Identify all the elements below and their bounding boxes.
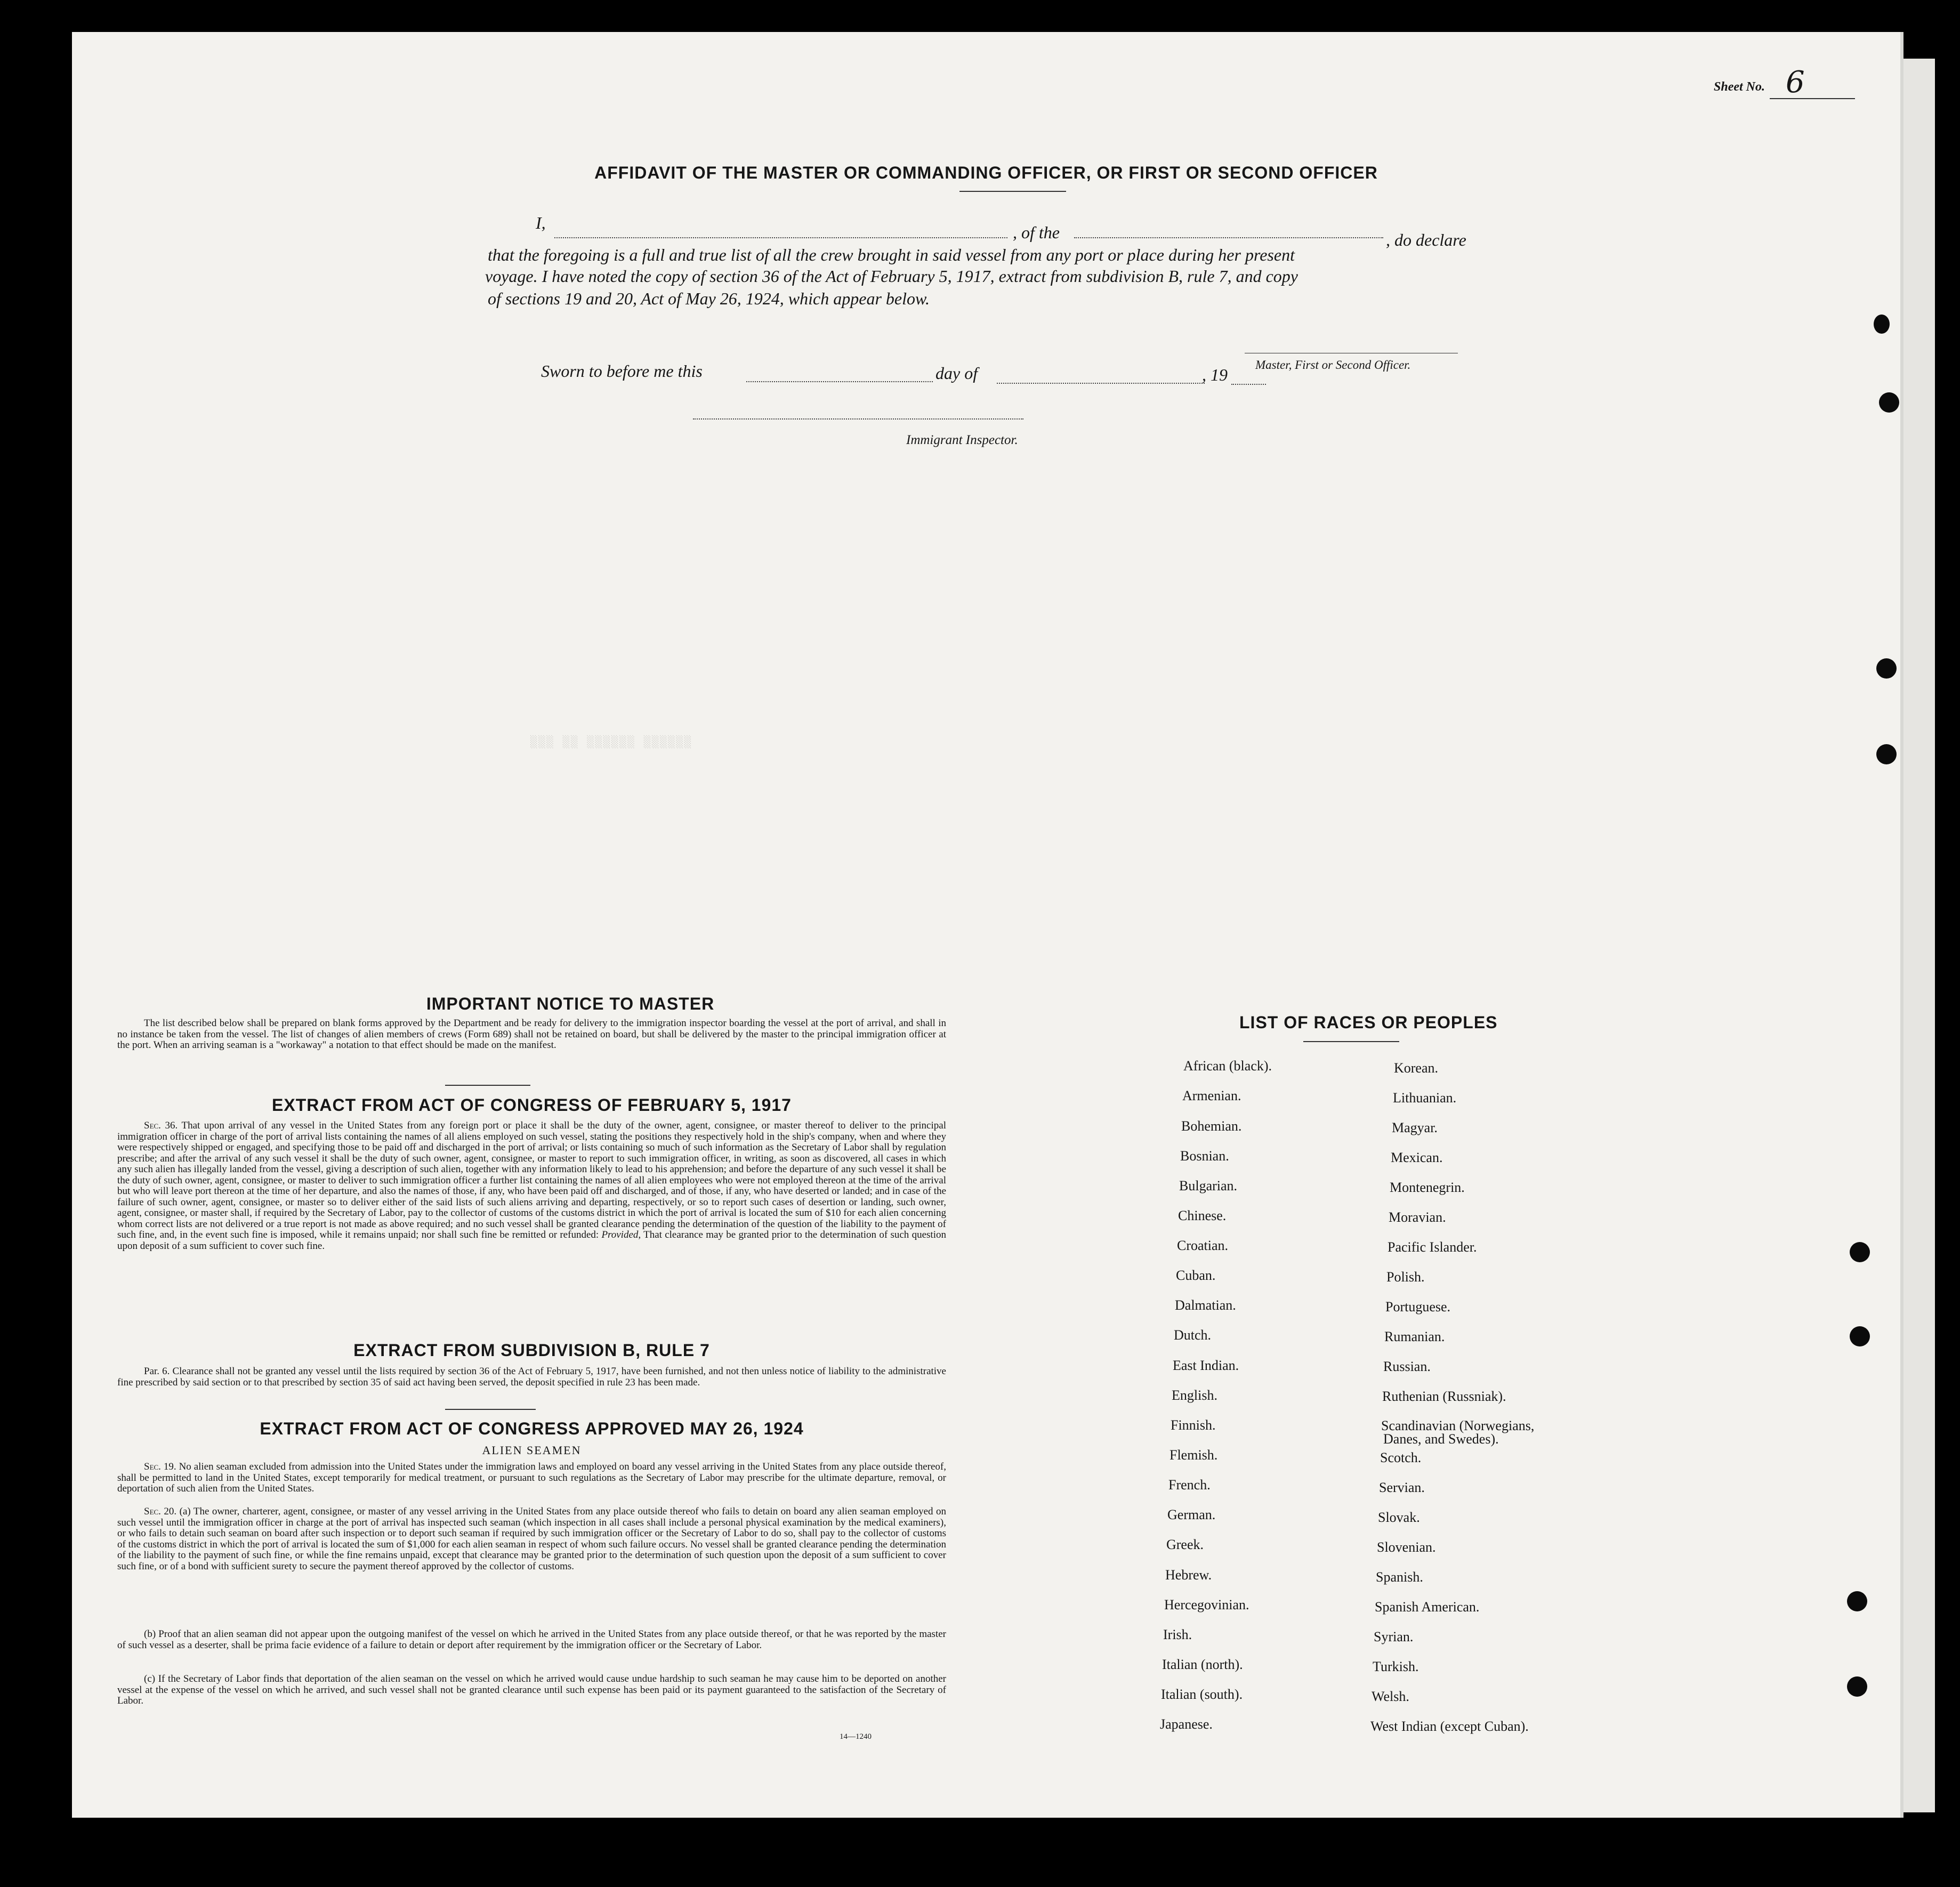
form-number: 14—1240 — [840, 1732, 872, 1741]
bleed-through-text: ░░░ ░░ ░░░░░░ ░░░░░░ — [530, 736, 693, 749]
binder-hole — [1879, 392, 1899, 413]
race-item: Italian (north). — [1162, 1657, 1243, 1672]
race-item: Polish. — [1386, 1269, 1425, 1285]
vessel-blank — [1074, 237, 1383, 238]
race-item: Bulgarian. — [1179, 1178, 1238, 1194]
race-item: Scotch. — [1380, 1450, 1422, 1465]
races-rule — [1303, 1041, 1399, 1042]
sheet-no-label: Sheet No. — [1714, 80, 1765, 94]
race-item: Magyar. — [1392, 1120, 1438, 1135]
sworn-day-blank — [746, 381, 933, 382]
race-item: Pacific Islander. — [1388, 1239, 1477, 1255]
name-blank — [554, 237, 1007, 238]
notice-text: The list described below shall be prepared on blank forms approved by the Department and be ready for delivery to the immigration inspector boarding the vessel at the port of arrival, and shall in no instance be taken from the vessel. The list of changes of alien members of crews (Form 689) shall not be retained on board, but shall be delivered by the master to the principal immigration officer at the port. When an arriving seaman is a "workaway" a notation to that effect should be made on the manifest. — [117, 1018, 946, 1051]
rule7-text: Par. 6. Clearance shall not be granted any vessel until the lists required by section 36 of the Act of February 5, 1917, have been furnished, and not then unless notice of liability to the administrative fine prescribed by said section or to that prescribed by section 35 of said act having been served, the deposit specified in rule 23 has been made. — [117, 1366, 946, 1388]
affidavit-i: I, — [536, 213, 546, 232]
binder-hole — [1876, 744, 1897, 764]
binder-hole — [1847, 1676, 1867, 1697]
affidavit-line4: of sections 19 and 20, Act of May 26, 1924, which appear below. — [488, 289, 930, 308]
notice-title: IMPORTANT NOTICE TO MASTER — [426, 994, 715, 1013]
race-item: Finnish. — [1171, 1417, 1216, 1433]
section-20-label: Sec. 20. — [144, 1506, 177, 1517]
document-page — [72, 32, 1900, 1818]
inspector-signature-line — [693, 418, 1023, 420]
sheet-no-value: 6 — [1786, 65, 1805, 100]
year-label: , 19 — [1202, 365, 1228, 384]
affidavit-line2: that the foregoing is a full and true list of all the crew brought in said vessel from any port or place during her present — [488, 245, 1295, 264]
race-item: Turkish. — [1373, 1659, 1419, 1674]
affidavit-declare: , do declare — [1386, 230, 1466, 249]
race-item: Spanish. — [1376, 1569, 1423, 1585]
race-item: Hebrew. — [1165, 1567, 1212, 1583]
inspector-signature-label: Immigrant Inspector. — [906, 433, 1018, 447]
race-item: Flemish. — [1169, 1447, 1218, 1463]
race-item: Bosnian. — [1180, 1148, 1229, 1164]
section-36-tail: That clearance may be granted prior to the determination of such question upon deposit of a sum sufficient to cover such fine. — [117, 1229, 946, 1252]
race-item: Montenegrin. — [1390, 1180, 1465, 1195]
race-item: Cuban. — [1176, 1268, 1216, 1283]
section-19-label: Sec. 19. — [144, 1461, 176, 1472]
title-rule — [959, 191, 1066, 192]
notice-rule — [445, 1085, 530, 1086]
year-blank — [1231, 384, 1266, 385]
race-item: Lithuanian. — [1393, 1090, 1457, 1106]
race-item: Moravian. — [1389, 1209, 1446, 1225]
race-item: Welsh. — [1372, 1689, 1409, 1704]
section-20c: (c) If the Secretary of Labor finds that deportation of the alien seaman on the vessel on which he arrived would cause undue hardship to such seaman he may cause him to be deported on another vessel at the expense of the vessel on which he arrived, and such vessel shall not be granted clearance until such expense has been paid or its payment guaranteed to the satisfaction of the Secretary of Labor. — [117, 1673, 946, 1706]
section-36-label: Sec. 36. — [144, 1120, 178, 1131]
race-item: Ruthenian (Russniak). — [1382, 1389, 1506, 1404]
race-item: Korean. — [1394, 1060, 1439, 1076]
race-item: Chinese. — [1178, 1208, 1227, 1223]
race-item: Hercegovinian. — [1164, 1597, 1249, 1612]
master-signature-label: Master, First or Second Officer. — [1255, 358, 1411, 372]
extract-1924-title: EXTRACT FROM ACT OF CONGRESS APPROVED MAY 26, 1924 — [260, 1419, 804, 1438]
section-19 — [117, 1462, 946, 1495]
race-item: Rumanian. — [1384, 1329, 1445, 1344]
race-item: Croatian. — [1177, 1238, 1229, 1253]
day-of-label: day of — [935, 364, 978, 383]
rule7-title: EXTRACT FROM SUBDIVISION B, RULE 7 — [353, 1341, 710, 1360]
race-item: Portuguese. — [1385, 1299, 1451, 1315]
race-item: Slovenian. — [1377, 1539, 1436, 1555]
sworn-label: Sworn to before me this — [541, 361, 703, 381]
section-20a-body: (a) The owner, charterer, agent, consignee, or master of any vessel arriving in the United States from any place outside thereof who fails to detain on board any alien seaman employed on such vessel until the immigration officer in charge at the port of arrival has inspected such seaman (which inspection in all cases shall include a personal physical examination by the medical examiners), or who fails to detain such seaman on board after such inspection or to deport such seaman if required by such immigration officer or the Secretary of Labor to do so, shall pay to the collector of customs of the customs district in which the port of arrival is located the sum of $1,000 for each alien seaman in respect of whom such failure occurs. No vessel shall be granted clearance pending the determination of the liability to the payment of such fine, or while the fine remains unpaid, except that clearance may be granted prior to the determination of such question upon the deposit of a sum sufficient to cover such fine, or of a bond with sufficient surety to secure the payment thereof approved by the collector of customs. — [117, 1506, 947, 1572]
race-item: Scandinavian (Norwegians, — [1381, 1418, 1535, 1433]
binder-hole — [1850, 1326, 1870, 1346]
race-item: Dutch. — [1174, 1327, 1212, 1343]
affidavit-of-the: , of the — [1013, 223, 1060, 242]
affidavit-title: AFFIDAVIT OF THE MASTER OR COMMANDING OFFICER, OR FIRST OR SECOND OFFICER — [594, 163, 1378, 182]
race-item: Dalmatian. — [1175, 1297, 1236, 1313]
alien-seamen-subtitle: ALIEN SEAMEN — [482, 1444, 582, 1457]
races-title: LIST OF RACES OR PEOPLES — [1239, 1013, 1498, 1032]
binder-hole — [1850, 1242, 1870, 1262]
month-blank — [997, 383, 1205, 384]
binder-hole — [1874, 314, 1890, 334]
race-item: Russian. — [1383, 1359, 1431, 1374]
section-36-body: That upon arrival of any vessel in the United States from any foreign port or place it shall be the duty of the owner, agent, consignee, or master thereof to deliver to the principal immigration officer in charge of the port of arrival lists containing the names of all aliens employed on such vessel, stating the positions they respectively hold in the ship's company, when and where they were respectively shipped or engaged, and specifying those to be paid off and discharged in the port of arrival; or lists containing so much of such information as the Secretary of Labor shall by regulation prescribe; and after the arrival of any such vessel it shall be the duty of such owner, agent, consignee, or master to report to such immigration officer, in writing, as soon as discovered, all cases in which any such alien has illegally landed from the vessel, giving a description of such alien, together with any information likely to lead to his apprehension; and before the departure of any such vessel it shall be the duty of such owner, agent, consignee, or master to deliver to such immigration officer a further list containing the names of all alien employees who were not employed thereon at the time of the arrival but who will leave port thereon at the time of her departure, and also the names of those, if any, who have been paid off and discharged, and of those, if any, who have deserted or landed; and in case of the failure of such owner, agent, consignee, or master so to deliver either of the said lists of such aliens arriving and departing, respectively, or so to report such cases of desertion or landing, such owner, agent, consignee, or master shall, if required by the Secretary of Labor, pay to the collector of customs of the customs district in which the port of arrival is located the sum of $10 for each alien concerning whom correct lists are not delivered or a true report is not made as above required; and no such vessel shall be granted clearance pending the determination of the question of the liability to the payment of such fine, and, in the event such fine is imposed, while it remains unpaid; nor shall such fine be remitted or refunded: — [117, 1120, 946, 1240]
race-item: Bohemian. — [1181, 1118, 1242, 1134]
binder-hole — [1876, 658, 1897, 679]
race-item: Italian (south). — [1161, 1687, 1243, 1702]
extract-1917-title: EXTRACT FROM ACT OF CONGRESS OF FEBRUARY 5, 1917 — [272, 1095, 792, 1115]
race-item: Slovak. — [1378, 1510, 1420, 1525]
race-item: Greek. — [1166, 1537, 1204, 1552]
rule7-rule — [445, 1409, 536, 1410]
sheet-no-line — [1770, 98, 1855, 99]
race-item: Mexican. — [1391, 1150, 1443, 1165]
race-item: East Indian. — [1173, 1358, 1239, 1373]
race-continuation: Danes, and Swedes). — [1383, 1431, 1499, 1447]
race-item: African (black). — [1183, 1058, 1272, 1074]
race-item: West Indian (except Cuban). — [1370, 1719, 1529, 1734]
race-item: Armenian. — [1182, 1088, 1241, 1103]
race-item: Spanish American. — [1375, 1599, 1480, 1615]
extract-1917-text — [117, 1120, 946, 1252]
race-item: Servian. — [1379, 1480, 1425, 1495]
section-20b: (b) Proof that an alien seaman did not appear upon the outgoing manifest of the vessel on which he arrived in the United States from any place outside thereof, or that he was reported by the master of such vessel as a deserter, shall be prima facie evidence of a failure to detain or deport after requirement by the immigration officer or the Secretary of Labor. — [117, 1628, 946, 1651]
race-item: Japanese. — [1160, 1716, 1213, 1732]
race-item: Irish. — [1163, 1627, 1192, 1642]
proviso-word: Provided, — [601, 1229, 641, 1240]
race-item: French. — [1168, 1477, 1211, 1493]
section-19-body: No alien seaman excluded from admission into the United States under the immigration laws and employed on board any vessel arriving in the United States from any place outside thereof, shall be permitted to land in the United States, except temporarily for medical treatment, or pursuant to such regulations as the Secretary of Labor may prescribe for the ultimate departure, removal, or deportation of such alien from the United States. — [117, 1461, 946, 1494]
affidavit-line3: voyage. I have noted the copy of section 36 of the Act of February 5, 1917, extract from subdivision B, rule 7, and copy — [485, 267, 1298, 286]
race-item: English. — [1172, 1388, 1217, 1403]
race-item: Syrian. — [1374, 1629, 1414, 1644]
section-20a — [117, 1506, 946, 1572]
race-item: German. — [1167, 1507, 1216, 1522]
binder-hole — [1847, 1591, 1867, 1611]
